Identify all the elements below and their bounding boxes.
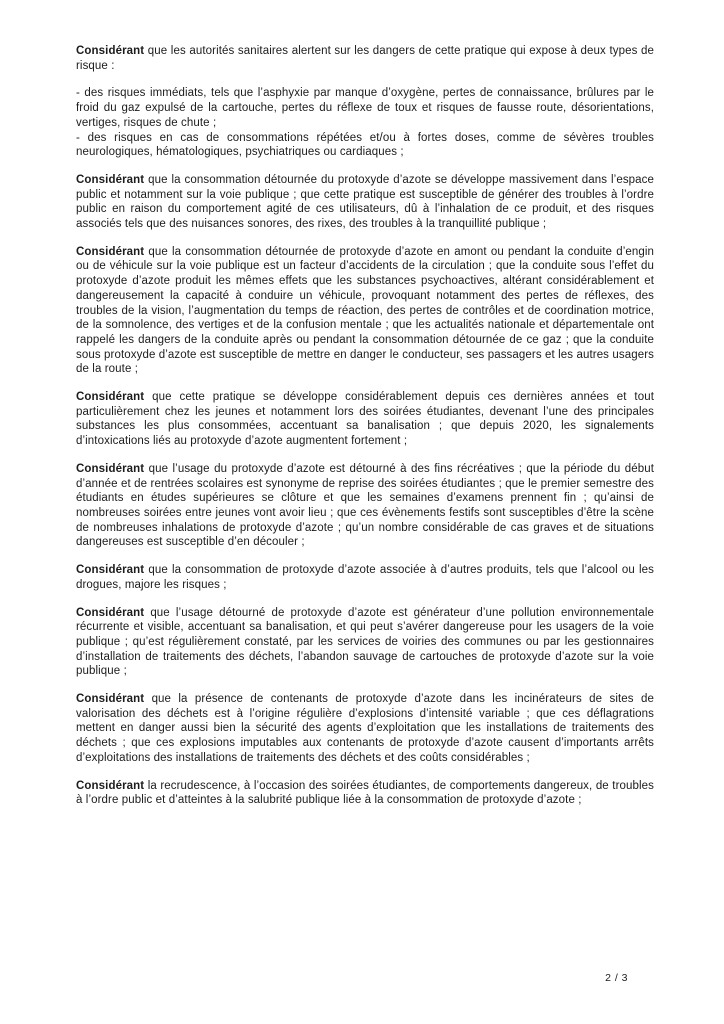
paragraph-text: que l’usage du protoxyde d’azote est détourné à des fins récréatives ; que la période du début d’année et de rentrées scolaires est synonyme de reprise des soirées étudiantes ; que le premier semestre des étudiants en études supérieures se clôture et que les semaines d’examens prennent fin ; qu’ainsi de nombreuses soirées entre jeunes vont avoir lieu ; que ces évènements festifs sont susceptibles d’être la scène de nombreuses inhalations de protoxyde d’azote ; qu’un nombre considérable de cas graves et de situations dangereuses est susceptible d’en découler ;: [76, 462, 655, 549]
considerant-paragraph: [76, 462, 654, 550]
paragraph-text: que la consommation de protoxyde d’azote associée à d’autres produits, tels que l’alcool ou les drogues, majore les risques ;: [76, 564, 654, 591]
risk-list-item: - des risques en cas de consommations répétées et/ou à fortes doses, comme de sévères troubles neurologiques, hématologiques, psychiatriques ou cardiaques ;: [76, 131, 654, 159]
paragraph-text: la recrudescence, à l’occasion des soirées étudiantes, de comportements dangereux, de troubles à l’ordre public et d’atteintes à la salubrité publique liée à la consommation de protoxyde d’azote ;: [76, 779, 655, 807]
paragraph-lead: Considérant: [76, 391, 145, 404]
paragraph-text: que les autorités sanitaires alertent sur les dangers de cette pratique qui expose à deux types de risque :: [76, 45, 654, 72]
risk-list-item: - des risques immédiats, tels que l’asphyxie par manque d’oxygène, pertes de connaissance, brûlures par le froid du gaz expulsé de la cartouche, pertes du réflexe de toux et risques de fausse route, désorientations, vertiges, risques de chute ;: [76, 87, 654, 129]
paragraph-text: que la consommation détournée de protoxyde d’azote en amont ou pendant la conduite d’engin ou de véhicule sur la voie publique est un facteur d’accidents de la circulation ; que la conduite sous l’effet du protoxyde d’azote produit les mêmes effets que les substances psychoactives, altérant considérablement et dangereusement la capacité à conduire un véhicule, provoquant notamment des pertes de réflexes, des troubles de la vision, l’augmentation du temps de réaction, des pertes de contrôles et de coordination motrice, de la somnolence, des vertiges et de la confusion mentale ; que les actualités nationale et départementale ont rappelé les dangers de la conduite après ou pendant la consommation détournée de ce gaz ; que la conduite sous protoxyde d’azote est susceptible de mettre en danger le conducteur, ses passagers et les autres usagers de la route ;: [76, 245, 654, 376]
paragraph-lead: Considérant: [76, 779, 145, 792]
document-body: [76, 44, 654, 821]
paragraph-text: que la présence de contenants de protoxyde d’azote dans les incinérateurs de sites de valorisation des déchets est à l’origine régulière d’explosions d’intensité variable ; que ces déflagrations mettent en danger aussi bien la sécurité des agents d’exploitation que les installations de traitements des déchets ; que ces explosions imputables aux contenants de protoxyde d’azote causent d’importants arrêts d’exploitations des installations de traitements des déchets et des coûts considérables ;: [76, 693, 654, 764]
considerant-paragraph: [76, 606, 654, 680]
paragraph-lead: Considérant: [76, 564, 145, 577]
paragraph-lead: Considérant: [76, 462, 145, 475]
paragraph-text: que cette pratique se développe considérablement depuis ces dernières années et tout particulièrement chez les jeunes et notamment lors des soirées étudiantes, devenant l’une des principales substances les plus consommées, accentuant sa banalisation ; que depuis 2020, les signalements d’intoxications liés au protoxyde d’azote augmentent fortement ;: [76, 391, 655, 448]
paragraph-text: que l’usage détourné de protoxyde d’azote est générateur d’une pollution environnementale récurrente et visible, accentuant sa banalisation, et qui peut s’avérer dangereuse pour les usagers de la voie publique ; qu’est régulièrement constaté, par les services de voiries des communes ou par les gestionnaires d’installation de traitements des déchets, l’abandon sauvage de cartouches de protoxyde d’azote sur la voie publique ;: [76, 606, 655, 678]
paragraph-lead: Considérant: [76, 45, 145, 57]
risk-list: [76, 86, 654, 160]
paragraph-lead: Considérant: [76, 245, 145, 258]
page-number: 2 / 3: [605, 972, 628, 984]
considerant-paragraph: [76, 173, 654, 232]
paragraph-text: que la consommation détournée du protoxyde d’azote se développe massivement dans l’espace public et notamment sur la voie publique ; que cette pratique est susceptible de générer des troubles à l’ordre public en raison du comportement agité de ces utilisateurs, dû à l’inhalation de ce produit, et des risques associés tels que des nuisances sonores, des rixes, des troubles à la tranquillité publique ;: [76, 173, 655, 231]
considerant-paragraph: [76, 390, 654, 449]
paragraph-lead: Considérant: [76, 693, 145, 706]
paragraph-lead: Considérant: [76, 173, 145, 186]
considerant-paragraph: [76, 245, 654, 377]
paragraph-lead: Considérant: [76, 606, 145, 619]
considerant-paragraph: [76, 692, 654, 766]
considerant-paragraph: [76, 44, 654, 73]
considerant-paragraph: [76, 563, 654, 592]
considerant-paragraph: [76, 779, 654, 808]
